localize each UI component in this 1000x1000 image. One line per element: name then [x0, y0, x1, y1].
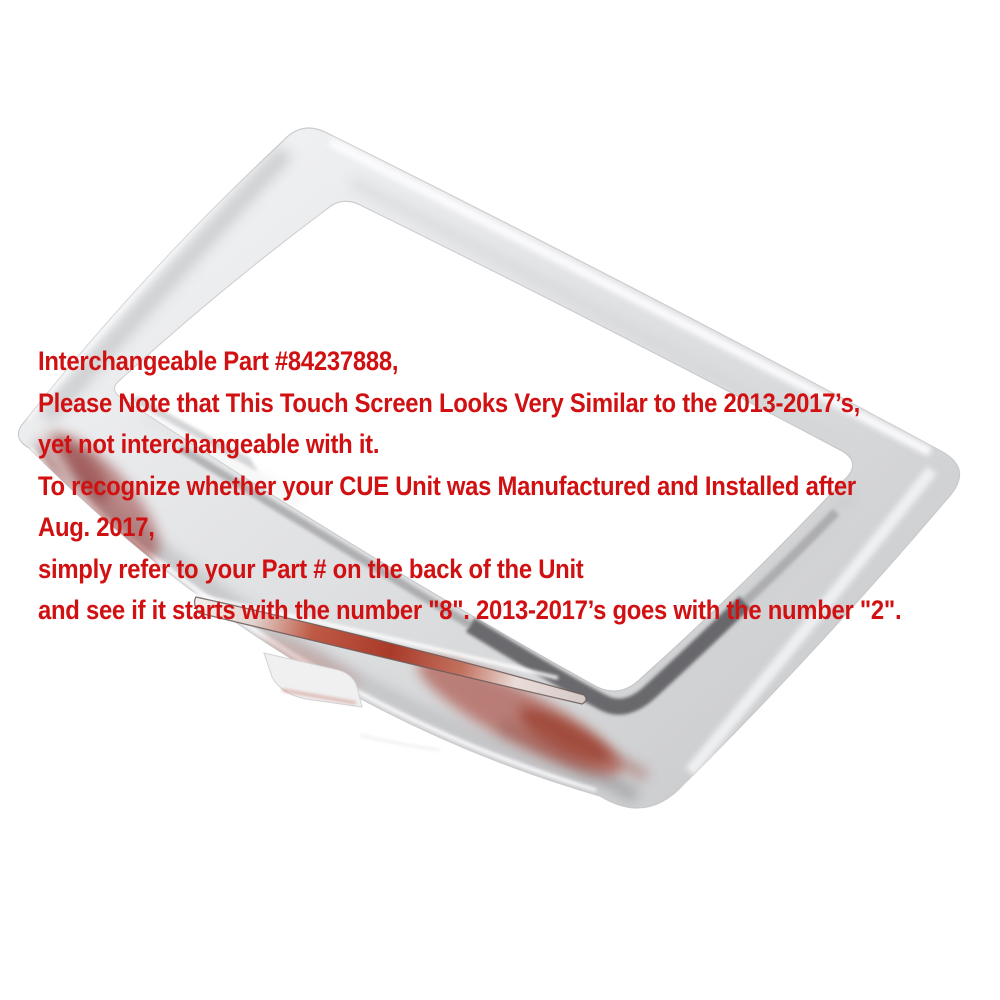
overlay-line: simply refer to your Part # on the back of the Unit: [38, 553, 584, 584]
overlay-line: and see if it starts with the number "8". 2013-2017’s goes with the number "2".: [38, 595, 902, 625]
overlay-line: Aug. 2017,: [38, 512, 155, 542]
overlay-text: [38, 341, 901, 632]
overlay-line: Interchangeable Part #84237888,: [38, 346, 399, 376]
overlay-line: yet not interchangeable with it.: [38, 429, 380, 459]
overlay-line: Please Note that This Touch Screen Looks Very Similar to the 2013-2017’s,: [38, 387, 860, 418]
overlay-line: To recognize whether your CUE Unit was Manufactured and Installed after: [38, 470, 856, 501]
